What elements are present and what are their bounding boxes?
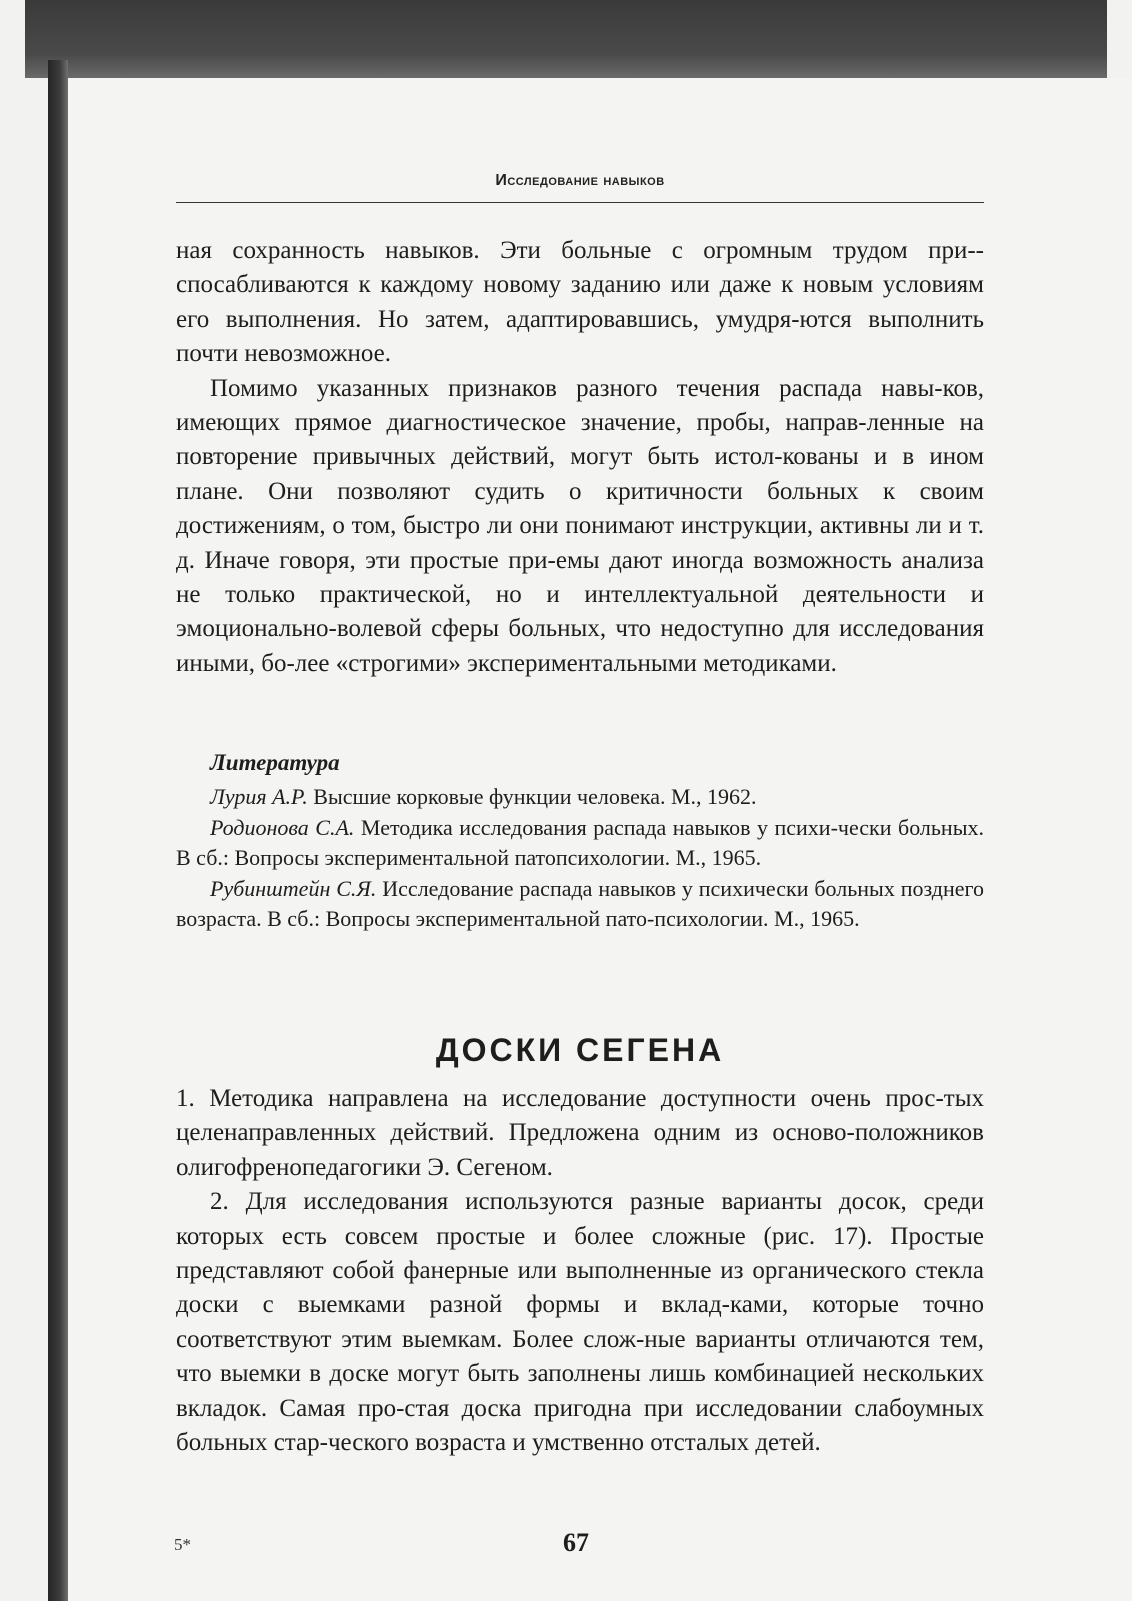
running-head: Исследование навыков	[495, 172, 665, 189]
scan-top-shadow	[25, 0, 1107, 78]
paragraph: Помимо указанных признаков разного течения распада навы-ков, имеющих прямое диагностическое значение, пробы, направ-ленные на повторение привычных действий, могут быть истол-кованы и в ином плане. Они позволяют судить о критичности больных к своим достижениям, о том, быстро ли они понимают инструкции, активны ли и т. д. Иначе говоря, эти простые при-емы дают иногда возможность анализа не только практической, но и интеллектуальной деятельности и эмоционально-волевой сферы больных, что недоступно для исследования иными, бо-лее «строгими» экспериментальными методиками.	[176, 374, 984, 677]
reference-author: Родионова С.А.	[210, 814, 355, 840]
literature-section	[176, 748, 984, 935]
reference-author: Лурия А.Р.	[210, 784, 308, 809]
body-text-bottom	[176, 1082, 984, 1460]
paragraph: 2. Для исследования используются разные варианты досок, среди которых есть совсем простые и более сложные (рис. 17). Простые представляют собой фанерные или выполненные из органического стекла доски с выемками разной формы и вклад-ками, которые точно соответствуют этим выемкам. Более слож-ные варианты отличаются тем, что выемки в доске могут быть заполнены лишь комбинацией нескольких вкладок. Самая про-стая доска пригодна при исследовании слабоумных больных стар-ческого возраста и умственно отсталых детей.	[176, 1188, 984, 1457]
body-text-top	[176, 234, 984, 681]
reference-text: Методика исследования распада навыков у психи-чески больных. В сб.: Вопросы экспериментальной патопсихологии. М., 1965.	[176, 814, 984, 870]
reference-text: Исследование распада навыков у психически больных позднего возраста. В сб.: Вопросы экспериментальной пато-психологии. М., 1965.	[176, 875, 984, 931]
page-number: 67	[563, 1528, 589, 1557]
reference-text: Высшие корковые функции человека. М., 1962.	[307, 784, 757, 809]
reference-author: Рубинштейн С.Я.	[210, 875, 377, 901]
reference-item	[176, 813, 984, 874]
reference-item	[176, 874, 984, 935]
book-spine-shadow	[48, 60, 68, 1601]
reference-item	[176, 782, 984, 813]
signature-mark: 5*	[174, 1535, 191, 1554]
paragraph: ная сохранность навыков. Эти больные с огромным трудом при-спосабливаются к каждому новому заданию или даже к новым условиям его выполнения. Но затем, адаптировавшись, умудря-ются выполнить почти невозможное.	[176, 237, 984, 368]
section-title: ДОСКИ СЕГЕНА	[435, 1032, 725, 1068]
literature-title: Литература	[210, 750, 340, 775]
paragraph: 1. Методика направлена на исследование доступности очень прос-тых целенаправленных действий. Предложена одним из осново-положников олигофренопедагогики Э. Сегеном.	[176, 1085, 984, 1181]
header-rule	[176, 202, 984, 203]
